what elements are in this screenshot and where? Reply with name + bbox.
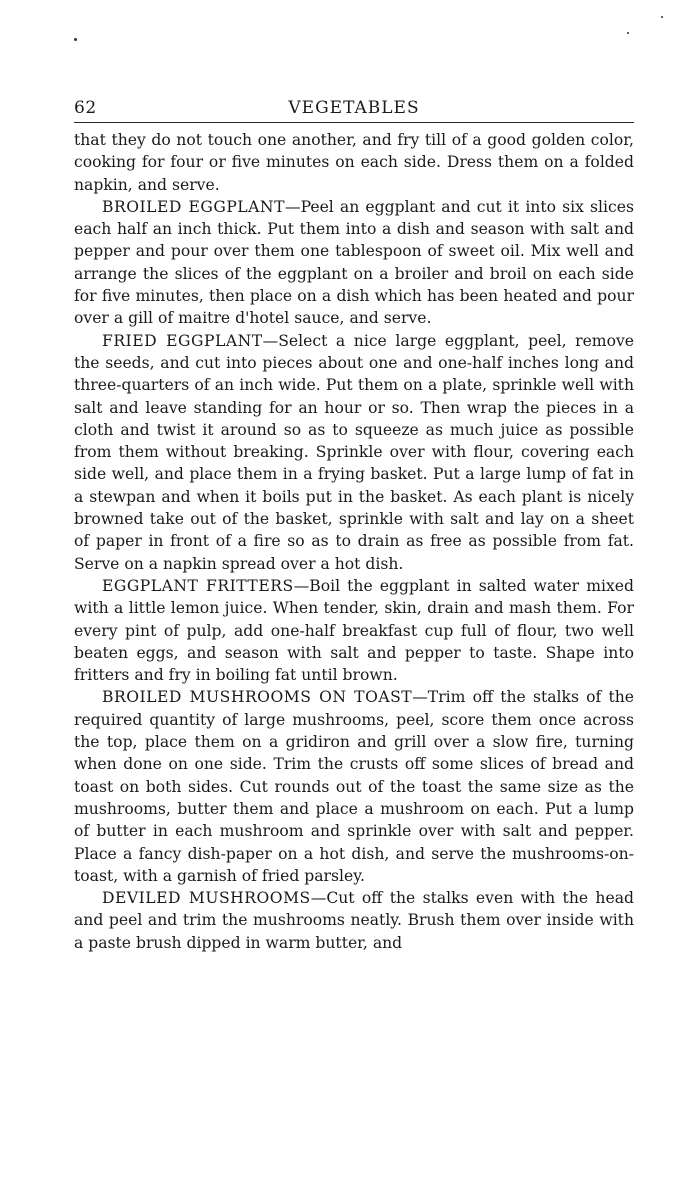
page-speck — [627, 32, 629, 34]
running-head — [74, 98, 634, 123]
paragraph-continuation — [74, 129, 634, 196]
recipe-deviled-mushrooms — [74, 887, 634, 954]
recipe-fried-eggplant — [74, 330, 634, 575]
paragraph-text: that they do not touch one another, and fry till of a good golden color, cooking for four or five minutes on each side. Dress them on a folded napkin, and serve. — [74, 131, 634, 194]
recipe-title: EGGPLANT FRITTERS — [102, 576, 294, 595]
page-speck — [74, 38, 77, 41]
recipe-title: BROILED MUSHROOMS ON TOAST — [102, 688, 413, 707]
page-speck — [661, 16, 663, 18]
recipe-text: —Select a nice large eggplant, peel, remove the seeds, and cut into pieces about one and one-half inches long and three-quarters of an inch wide. Put them on a plate, sprinkle well with salt and leave standing for an hour or so. Then wrap the pieces in a cloth and twist it around so as to squeeze as much juice as possible from them without breaking. Sprinkle over with flour, covering each side well, and place them in a frying basket. Put a large lump of fat in a stewpan and when it boils put in the basket. As each plant is nicely browned take out of the basket, sprinkle with salt and lay on a sheet of paper in front of a fire so as to drain as free as possible from fat. Serve on a napkin spread over a hot dish. — [74, 331, 635, 573]
recipe-text: —Boil the eggplant in salted water mixed with a little lemon juice. When tender, skin, drain and mash them. For every pint of pulp, add one-half breakfast cup full of flour, two well beaten eggs, and season with salt and pepper to taste. Shape into fritters and fry in boiling fat until brown. — [74, 576, 634, 685]
recipe-text: —Trim off the stalks of the required quantity of large mushrooms, peel, score them once across the top, place them on a gridiron and grill over a slow fire, turning when done on one side. Trim the crusts off some slices of bread and toast on both sides. Cut rounds out of the toast the same size as the mushrooms, butter them and place a mushroom on each. Put a lump of butter in each mushroom and sprinkle over with salt and pepper. Place a fancy dish-paper on a hot dish, and serve the mushrooms-on-toast, with a garnish of fried parsley. — [74, 688, 634, 885]
recipe-title: FRIED EGGPLANT — [102, 331, 263, 350]
recipe-title: DEVILED MUSHROOMS — [102, 889, 311, 908]
book-page — [74, 98, 634, 954]
body-text — [74, 129, 634, 954]
recipe-text: —Peel an eggplant and cut it into six slices each half an inch thick. Put them into a dish and season with salt and pepper and pour over them one tablespoon of sweet oil. Mix well and arrange the slices of the eggplant on a broiler and broil on each side for five minutes, then place on a dish which has been heated and pour over a gill of maitre d'hotel sauce, and serve. — [74, 197, 634, 328]
recipe-eggplant-fritters — [74, 575, 634, 686]
recipe-title: BROILED EGGPLANT — [102, 197, 285, 216]
recipe-text: —Cut off the stalks even with the head and peel and trim the mushrooms neatly. Brush them over inside with a paste brush dipped in warm butter, and — [74, 889, 634, 952]
recipe-broiled-mushrooms-on-toast — [74, 686, 634, 887]
page-number: 62 — [74, 98, 97, 118]
running-title: VEGETABLES — [288, 98, 420, 118]
recipe-broiled-eggplant — [74, 196, 634, 330]
